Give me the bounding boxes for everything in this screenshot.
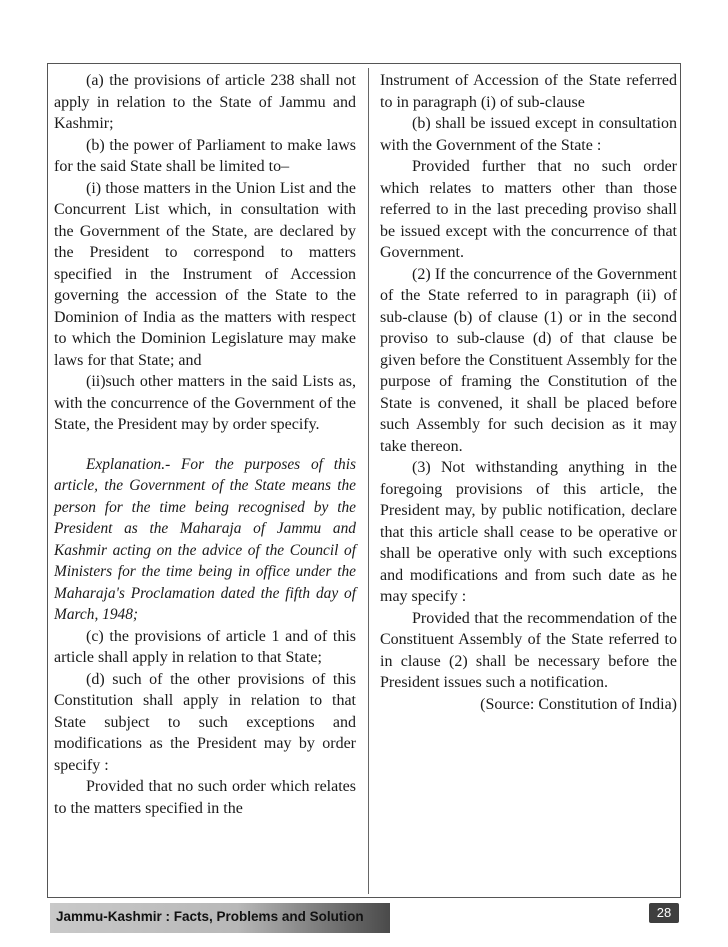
paragraph-ii: (ii)such other matters in the said Lists as, with the concurrence of the Government of the State, the President may by order specify. <box>54 373 356 433</box>
paragraph-i: (i) those matters in the Union List and the Concurrent List which, in consultation with the Government of the State, are declared by the President to correspond to matters specified in the Instrument of Accession governing the accession of the State to the Dominion of India as the matters with respect to which the Dominion Legislature may make laws for that State; and <box>54 179 356 369</box>
clause-3: (3) Not withstanding anything in the foregoing provisions of this article, the President may, by public notification, declare that this article shall cease to be operative or shall be operative only with such exceptions and modifications and from such date as he may specify : <box>380 459 677 605</box>
left-column <box>54 70 356 819</box>
paragraph-c: (c) the provisions of article 1 and of this article shall apply in relation to that State; <box>54 627 356 666</box>
source-citation: (Source: Constitution of India) <box>480 695 677 713</box>
footer-title: Jammu-Kashmir : Facts, Problems and Solution <box>56 909 364 924</box>
paragraph-b: (b) the power of Parliament to make laws for the said State shall be limited to– <box>54 136 356 175</box>
clause-2: (2) If the concurrence of the Government of the State referred to in paragraph (ii) of sub-clause (b) of clause (1) or in the second proviso to sub-clause (d) of that clause be given before the Constituent Assembly for the purpose of framing the Constitution of the State is convened, it shall be placed before such Assembly for such decision as it may take thereon. <box>380 265 677 455</box>
proviso: Provided that no such order which relates to the matters specified in the <box>54 778 356 817</box>
page-number: 28 <box>649 903 679 923</box>
proviso-recommendation: Provided that the recommendation of the Constituent Assembly of the State referred to in clause (2) shall be necessary before the President issues such a notification. <box>380 609 677 691</box>
explanation: Explanation.- For the purposes of this article, the Government of the State means the person for the time being recognised by the President as the Maharaja of Jammu and Kashmir acting on the advice of the Council of Ministers for the time being in office under the Maharaja's Proclamation dated the fifth day of March, 1948; <box>54 455 356 623</box>
continuation: Instrument of Accession of the State referred to in paragraph (i) of sub-clause <box>380 72 677 111</box>
proviso-further: Provided further that no such order which relates to matters other than those referred to in the last preceding proviso shall be issued except with the concurrence of that Government. <box>380 158 677 261</box>
column-divider <box>368 68 369 894</box>
right-column <box>380 70 677 715</box>
paragraph-a: (a) the provisions of article 238 shall not apply in relation to the State of Jammu and Kashmir; <box>54 72 356 132</box>
paragraph-b-cont: (b) shall be issued except in consultation with the Government of the State : <box>380 115 677 154</box>
paragraph-d: (d) such of the other provisions of this Constitution shall apply in relation to that State subject to such exceptions and modifications as the President may by order specify : <box>54 670 356 774</box>
